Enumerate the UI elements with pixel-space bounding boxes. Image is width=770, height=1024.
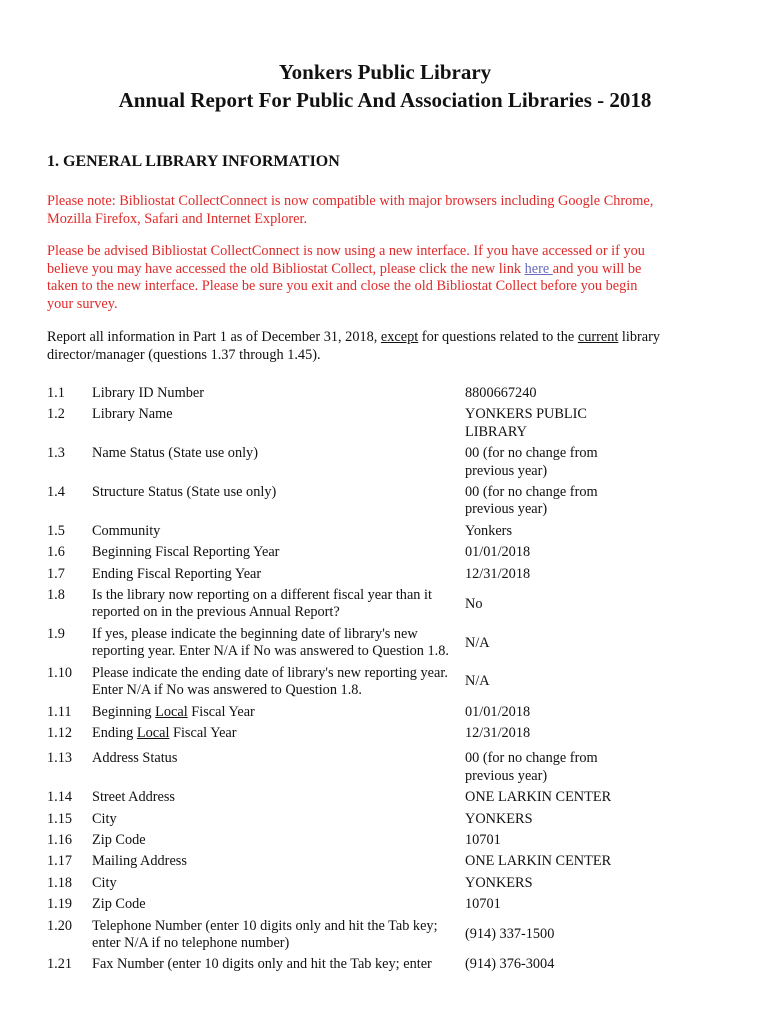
list-item: [0, 624, 770, 663]
item-label: Telephone Number (enter 10 digits only and hit the Tab key; enter N/A if no telephone number): [92, 917, 438, 951]
intro-except: except: [380, 329, 419, 345]
item-label: City: [92, 874, 117, 891]
report-title: [0, 58, 770, 114]
list-item: [0, 482, 770, 521]
list-item: [0, 443, 770, 482]
item-label-underlined: Local: [136, 724, 170, 741]
list-item: [0, 787, 770, 808]
list-item: [0, 542, 770, 563]
item-label: Street Address: [92, 789, 175, 806]
item-label: City: [92, 810, 117, 827]
item-value: 00 (for no change from previous year): [465, 445, 598, 479]
item-value: (914) 376-3004: [465, 956, 555, 973]
item-label: Name Status (State use only): [92, 445, 258, 462]
interface-notice: [47, 243, 667, 313]
item-label-underlined: Local: [155, 703, 188, 720]
item-number: 1.1: [47, 385, 65, 401]
item-value: (914) 337-1500: [465, 926, 555, 943]
list-item: [0, 916, 770, 955]
item-number: 1.21: [47, 956, 73, 973]
item-number: 1.15: [47, 810, 73, 827]
item-label: If yes, please indicate the beginning date of library's new reporting year. Enter N/A if No was answered to Question 1.8.: [92, 625, 449, 660]
item-label: Ending Fiscal Reporting Year: [92, 565, 262, 582]
item-label: Library Name: [92, 406, 173, 423]
item-number: 1.13: [47, 750, 73, 767]
list-item: [0, 383, 770, 404]
item-label: Address Status: [92, 750, 178, 767]
list-item: [0, 809, 770, 830]
item-value: N/A: [465, 673, 490, 690]
browser-compatibility-notice: Please note: Bibliostat CollectConnect is now compatible with major browsers including Google Chrome, Mozilla Firefox, Safari and Internet Explorer.: [47, 193, 654, 227]
item-number: 1.11: [47, 703, 72, 720]
intro-text-1: Report all information in Part 1 as of December 31, 2018,: [47, 329, 381, 345]
item-value: No: [465, 595, 483, 612]
item-value: YONKERS: [465, 810, 533, 827]
item-number: 1.10: [47, 664, 73, 681]
item-value: 10701: [465, 831, 501, 848]
item-value: 12/31/2018: [465, 724, 531, 741]
item-number: 1.8: [47, 587, 65, 604]
list-item: [0, 748, 770, 787]
new-interface-link[interactable]: here: [524, 260, 553, 277]
report-subtitle: Annual Report For Public And Association Libraries - 2018: [118, 88, 652, 112]
list-item: [0, 585, 770, 624]
item-value: 8800667240: [465, 385, 537, 401]
list-item: [0, 954, 770, 975]
list-item: [0, 702, 770, 723]
intro-text-3: library director/manager (questions 1.37 through 1.45).: [47, 329, 661, 363]
item-label: Mailing Address: [92, 853, 187, 870]
item-number: 1.18: [47, 874, 73, 891]
list-item: [0, 663, 770, 702]
item-number: 1.14: [47, 789, 73, 806]
item-value: 00 (for no change from previous year): [465, 484, 598, 518]
interface-notice-text-before: Please be advised Bibliostat CollectConnect is now using a new interface. If you have accessed or if you believe you may have accessed the old Bibliostat Collect, please click the new link: [47, 243, 645, 277]
item-value: 10701: [465, 896, 501, 913]
library-title: Yonkers Public Library: [278, 60, 492, 84]
general-info-list: [0, 383, 770, 976]
item-label: Zip Code: [92, 831, 146, 848]
reporting-instructions: [47, 329, 667, 364]
item-number: 1.6: [47, 544, 65, 561]
list-item: [0, 873, 770, 894]
item-value: ONE LARKIN CENTER: [465, 853, 612, 870]
item-value: Yonkers: [465, 522, 513, 539]
item-value: YONKERS: [465, 874, 533, 891]
item-label: [92, 704, 464, 721]
intro-text-2: for questions related to the: [418, 329, 578, 345]
item-label-text: Fiscal Year: [169, 724, 237, 741]
item-number: 1.3: [47, 445, 65, 462]
item-label: [92, 725, 464, 742]
item-number: 1.2: [47, 406, 65, 423]
item-label: Is the library now reporting on a different fiscal year than it reported on in the previous Annual Report?: [92, 587, 432, 621]
item-number: 1.20: [47, 917, 73, 934]
item-number: 1.9: [47, 625, 65, 642]
item-value: YONKERS PUBLIC LIBRARY: [465, 406, 587, 440]
item-label-text: Fiscal Year: [187, 703, 255, 720]
interface-notice-text-after: and you will be taken to the new interface. Please be sure you exit and close the old Bibliostat Collect before you begin your survey.: [47, 260, 642, 312]
item-value: ONE LARKIN CENTER: [465, 789, 612, 806]
item-value: 01/01/2018: [465, 544, 531, 561]
list-item: [0, 851, 770, 872]
item-value: 12/31/2018: [465, 565, 531, 582]
item-number: 1.19: [47, 896, 73, 913]
list-item: [0, 723, 770, 744]
item-number: 1.16: [47, 831, 73, 848]
item-number: 1.7: [47, 565, 65, 582]
item-value: N/A: [465, 634, 490, 651]
item-value: 01/01/2018: [465, 703, 531, 720]
item-number: 1.17: [47, 853, 73, 870]
item-label: Structure Status (State use only): [92, 484, 277, 501]
item-label: Zip Code: [92, 896, 146, 913]
list-item: [0, 521, 770, 542]
intro-current: current: [577, 329, 619, 345]
section-heading: 1. GENERAL LIBRARY INFORMATION: [47, 153, 340, 170]
item-label-text: Beginning: [92, 703, 156, 720]
item-label: Please indicate the ending date of library's new reporting year. Enter N/A if No was answered to Question 1.8.: [92, 664, 448, 699]
list-item: [0, 564, 770, 585]
list-item: [0, 404, 770, 443]
item-label: Beginning Fiscal Reporting Year: [92, 544, 280, 561]
item-number: 1.5: [47, 522, 65, 539]
item-label-text: Ending: [92, 724, 137, 741]
item-label: Fax Number (enter 10 digits only and hit the Tab key; enter: [92, 956, 432, 973]
item-number: 1.12: [47, 724, 73, 741]
item-label: Library ID Number: [92, 385, 204, 401]
item-label: Community: [92, 522, 161, 539]
list-item: [0, 830, 770, 851]
item-number: 1.4: [47, 484, 65, 501]
list-item: [0, 894, 770, 915]
item-value: 00 (for no change from previous year): [465, 750, 598, 784]
